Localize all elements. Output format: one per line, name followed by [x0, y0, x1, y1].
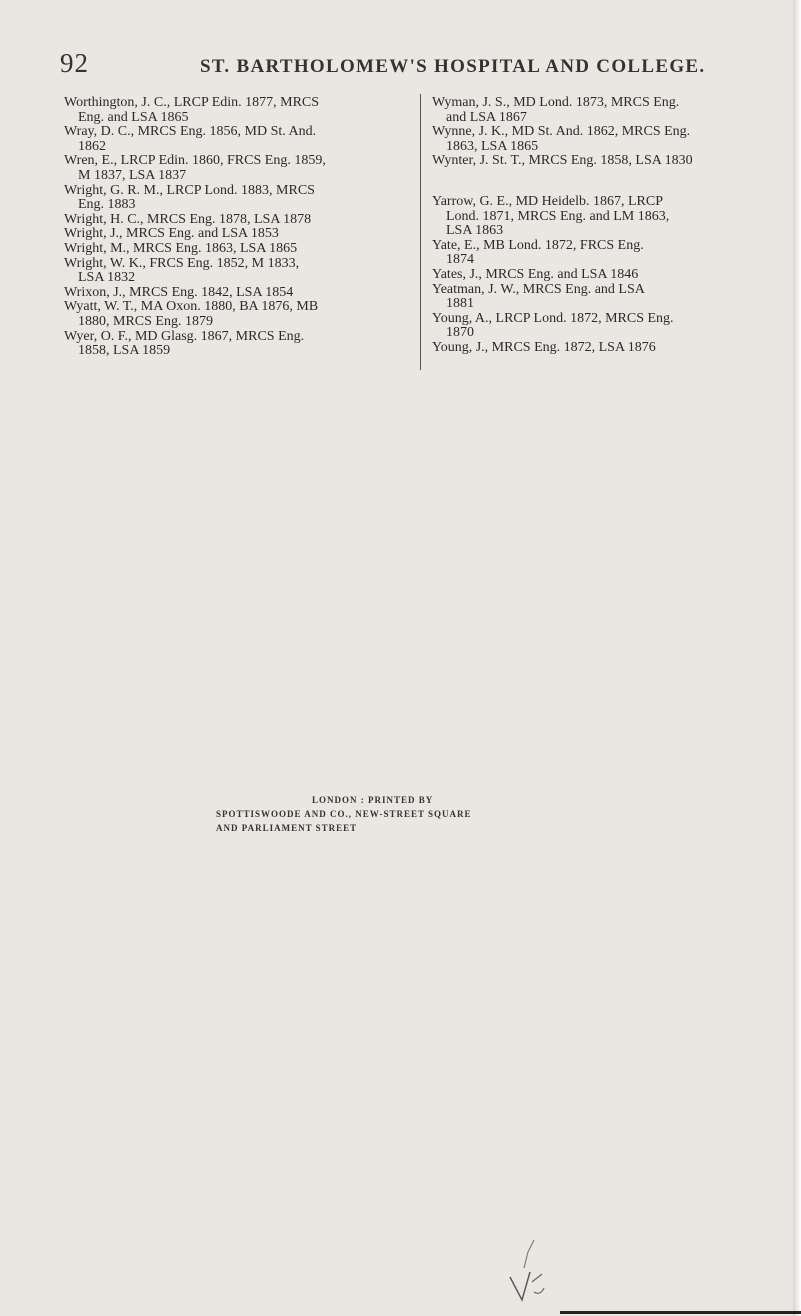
register-entry: [432, 125, 772, 154]
register-entry: [64, 184, 409, 213]
register-entry: [432, 96, 772, 125]
entry-continuation: Eng. 1883: [78, 197, 136, 213]
entry-continuation: LSA 1863: [446, 223, 504, 239]
register-entry: [64, 330, 409, 359]
entry-line: Wynter, J. St. T., MRCS Eng. 1858, LSA 1830: [432, 153, 693, 169]
page-header: [60, 48, 760, 88]
entry-line: Wrixon, J., MRCS Eng. 1842, LSA 1854: [64, 284, 294, 300]
entry-continuation: and LSA 1867: [446, 109, 527, 125]
bottom-rule: [560, 1311, 801, 1314]
entry-line: Wren, E., LRCP Edin. 1860, FRCS Eng. 1859,: [64, 153, 326, 169]
column-divider: [420, 94, 421, 370]
entry-line: Wray, D. C., MRCS Eng. 1856, MD St. And.: [64, 124, 317, 140]
page-number: 92: [60, 48, 89, 78]
register-entry: [64, 154, 409, 183]
entry-line: Wynne, J. K., MD St. And. 1862, MRCS Eng.: [432, 124, 691, 140]
entry-continuation: M 1837, LSA 1837: [78, 167, 187, 183]
entry-continuation: Eng. and LSA 1865: [78, 109, 189, 125]
register-entry: [64, 286, 409, 301]
entry-continuation: 1880, MRCS Eng. 1879: [78, 313, 213, 329]
register-entry: [432, 283, 772, 312]
w-entries: [432, 96, 772, 169]
register-entry: [432, 312, 772, 341]
entry-line: Wyatt, W. T., MA Oxon. 1880, BA 1876, MB: [64, 299, 319, 315]
entry-line: Wyman, J. S., MD Lond. 1873, MRCS Eng.: [432, 95, 680, 110]
entry-line: Yate, E., MB Lond. 1872, FRCS Eng.: [432, 237, 644, 253]
register-entry: [64, 96, 409, 125]
register-entry: [64, 213, 409, 228]
register-entry: [64, 257, 409, 286]
entry-continuation: LSA 1832: [78, 270, 136, 286]
right-column: [432, 96, 772, 356]
entry-line: Young, J., MRCS Eng. 1872, LSA 1876: [432, 339, 656, 355]
register-entry: [64, 125, 409, 154]
entry-line: Wright, J., MRCS Eng. and LSA 1853: [64, 226, 279, 242]
handwritten-mark: [500, 1222, 560, 1302]
register-entry: [64, 227, 409, 242]
entry-line: Yates, J., MRCS Eng. and LSA 1846: [432, 266, 639, 282]
register-entry: [64, 242, 409, 257]
register-entry: [64, 300, 409, 329]
entry-continuation: 1874: [446, 252, 474, 268]
entry-line: Wright, H. C., MRCS Eng. 1878, LSA 1878: [64, 211, 312, 227]
imprint-line-3: AND PARLIAMENT STREET: [216, 823, 358, 833]
y-entries: [432, 195, 772, 356]
register-entry: [432, 341, 772, 356]
entry-continuation: 1881: [446, 296, 474, 312]
entry-line: Young, A., LRCP Lond. 1872, MRCS Eng.: [432, 310, 674, 326]
page-edge: [793, 0, 801, 1316]
imprint-line-1: LONDON : PRINTED BY: [312, 795, 434, 805]
entry-line: Wyer, O. F., MD Glasg. 1867, MRCS Eng.: [64, 328, 305, 344]
entry-line: Yeatman, J. W., MRCS Eng. and LSA: [432, 281, 645, 297]
register-entry: [432, 268, 772, 283]
entry-line: Yarrow, G. E., MD Heidelb. 1867, LRCP: [432, 193, 663, 209]
section-gap: [432, 169, 772, 195]
entry-continuation: 1870: [446, 325, 474, 341]
register-entry: [432, 154, 772, 169]
left-column: [64, 96, 409, 359]
entry-line: Worthington, J. C., LRCP Edin. 1877, MRCS: [64, 95, 320, 110]
register-entry: [432, 239, 772, 268]
entry-continuation: Lond. 1871, MRCS Eng. and LM 1863,: [446, 208, 670, 224]
entry-continuation: 1863, LSA 1865: [446, 138, 539, 154]
imprint-line-2: SPOTTISWOODE AND CO., NEW-STREET SQUARE: [216, 809, 472, 819]
entry-continuation: 1862: [78, 138, 106, 154]
running-title: ST. BARTHOLOMEW'S HOSPITAL AND COLLEGE.: [200, 56, 706, 77]
entry-line: Wright, M., MRCS Eng. 1863, LSA 1865: [64, 240, 298, 256]
register-entry: [432, 195, 772, 239]
entry-line: Wright, G. R. M., LRCP Lond. 1883, MRCS: [64, 182, 315, 198]
entry-continuation: 1858, LSA 1859: [78, 343, 171, 359]
printer-imprint: [216, 793, 576, 835]
entry-line: Wright, W. K., FRCS Eng. 1852, M 1833,: [64, 255, 300, 271]
